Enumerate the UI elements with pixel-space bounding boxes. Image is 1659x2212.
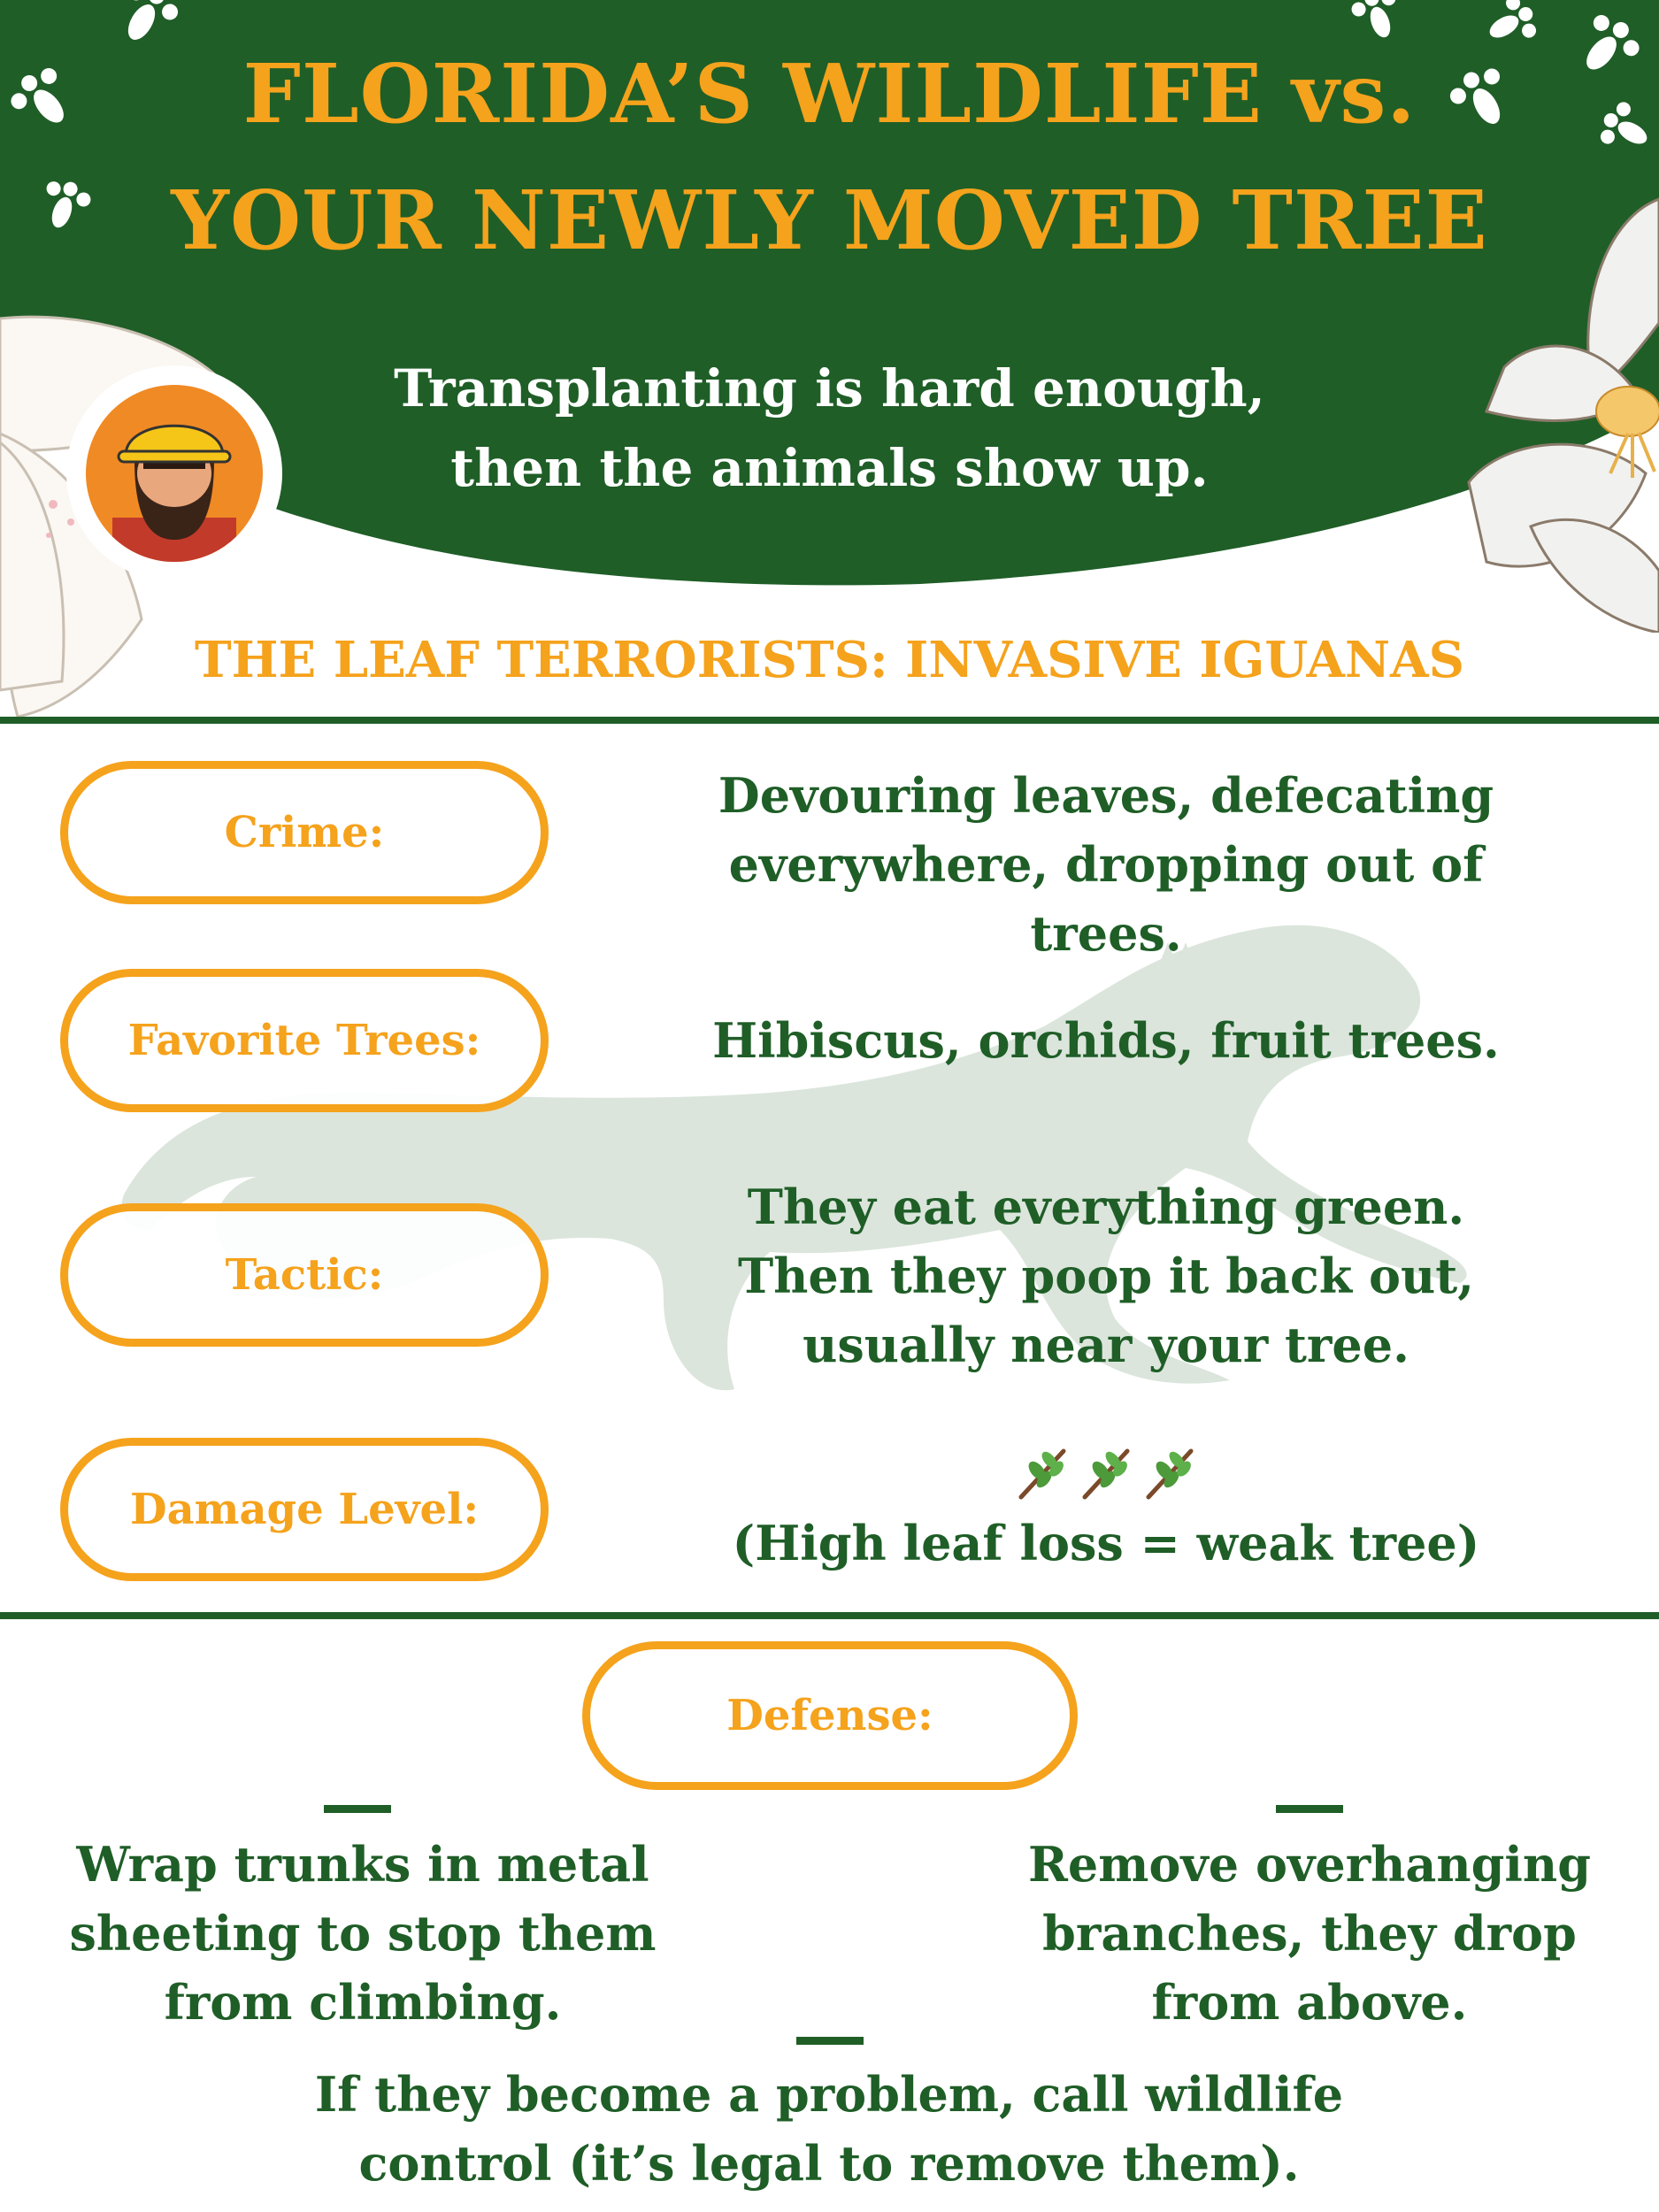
damage-level-value (646, 1509, 1566, 1578)
defense-tip-right-line: from above. (1151, 1974, 1468, 2031)
subtitle-line-1: Transplanting is hard enough, (394, 358, 1265, 419)
dash-right (1276, 1805, 1343, 1813)
defense-tip-left-line: Wrap trunks in metal (76, 1836, 649, 1893)
top-divider (0, 717, 1659, 724)
defense-tip-right-line: branches, they drop (1042, 1905, 1577, 1962)
defense-tip-bottom (210, 2060, 1448, 2198)
herb-icon (1014, 1444, 1071, 1501)
crime-label-pill: Crime: (60, 761, 549, 904)
tactic-value (646, 1172, 1566, 1379)
damage-level-label-pill: Damage Level: (60, 1438, 549, 1581)
tactic-value-line: Then they poop it back out, (737, 1248, 1475, 1304)
bottom-divider (0, 1612, 1659, 1619)
defense-tip-left-line: from climbing. (164, 1974, 562, 2031)
crime-value (646, 761, 1566, 968)
herb-icon (1078, 1444, 1134, 1501)
subtitle-line-2: then the animals show up. (450, 438, 1209, 498)
title-line-2: YOUR NEWLY MOVED TREE (171, 173, 1488, 268)
title-line-1: FLORIDA’S WILDLIFE vs. (242, 46, 1417, 142)
dash-left (324, 1805, 391, 1813)
damage-level-value-line: (High leaf loss = weak tree) (732, 1515, 1480, 1571)
tactic-value-line: usually near your tree. (803, 1317, 1409, 1373)
defense-tip-bottom-line: control (it’s legal to remove them). (358, 2135, 1300, 2192)
defense-tip-left (35, 1830, 690, 2037)
defense-tip-left-line: sheeting to stop them (69, 1905, 657, 1962)
dash-center (796, 2037, 864, 2045)
favorite-trees-value (646, 1006, 1566, 1075)
favorite-trees-value-line: Hibiscus, orchids, fruit trees. (712, 1012, 1500, 1069)
defense-label-pill: Defense: (582, 1641, 1078, 1790)
tactic-label-pill: Tactic: (60, 1203, 549, 1347)
tactic-value-line: They eat everything green. (747, 1179, 1465, 1235)
favorite-trees-label-pill: Favorite Trees: (60, 969, 549, 1112)
section-heading: THE LEAF TERRORISTS: INVASIVE IGUANAS (194, 631, 1465, 689)
defense-tip-right-line: Remove overhanging (1028, 1836, 1591, 1893)
defense-tip-bottom-line: If they become a problem, call wildlife (314, 2066, 1344, 2123)
defense-tip-right (991, 1830, 1628, 2037)
crime-value-line: Devouring leaves, defecating (718, 767, 1494, 824)
herb-icon (1141, 1444, 1198, 1501)
damage-rating (1009, 1444, 1203, 1506)
crime-value-line: everywhere, dropping out of trees. (728, 836, 1484, 962)
